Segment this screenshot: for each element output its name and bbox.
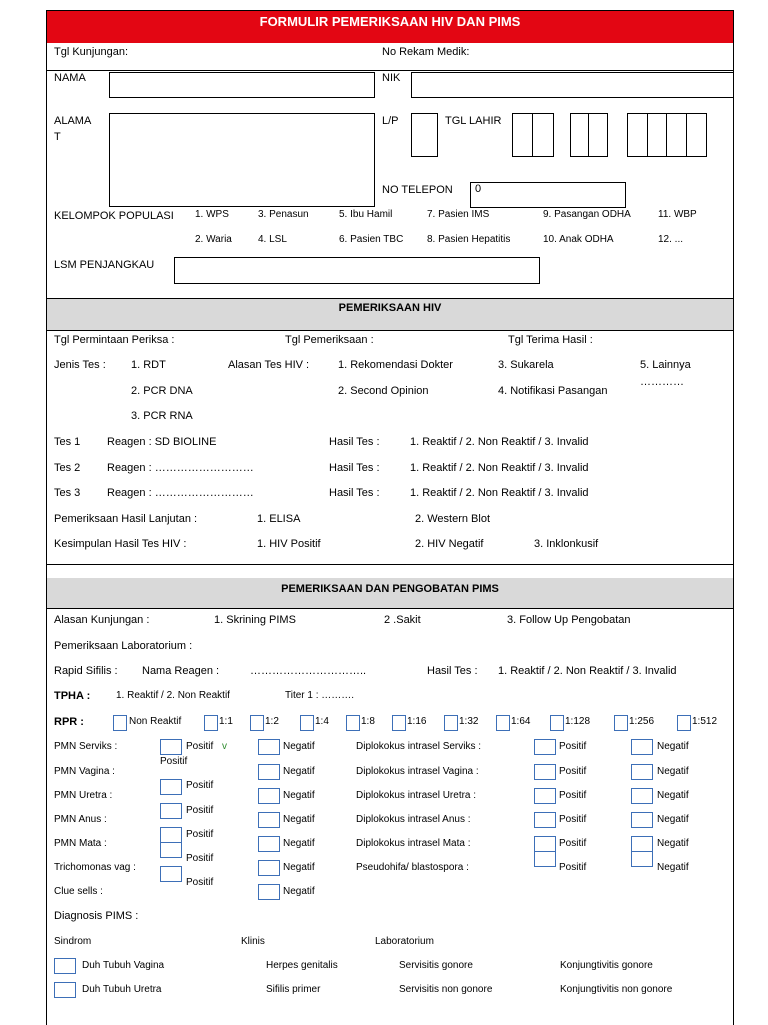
positif-checkbox[interactable] bbox=[160, 866, 182, 882]
lab-item: Konjungtivitis gonore bbox=[560, 960, 653, 971]
diplo-label: Diplokokus intrasel Mata : bbox=[356, 838, 471, 849]
divider bbox=[666, 113, 667, 157]
negatif-checkbox[interactable] bbox=[631, 851, 653, 867]
rpr-option: 1:1 bbox=[219, 716, 233, 727]
negatif-checkbox[interactable] bbox=[631, 739, 653, 755]
diplo-label: Diplokokus intrasel Vagina : bbox=[356, 766, 479, 777]
negatif-checkbox[interactable] bbox=[258, 836, 280, 852]
positif-checkbox[interactable] bbox=[534, 764, 556, 780]
titer-label: Titer 1 : ………. bbox=[285, 690, 355, 701]
tes-hasil-options: 1. Reaktif / 2. Non Reaktif / 3. Invalid bbox=[410, 462, 589, 474]
alamat-label: ALAMA bbox=[54, 115, 92, 127]
alasan-tes-option: 3. Sukarela bbox=[498, 359, 554, 371]
nik-label: NIK bbox=[382, 72, 401, 84]
negatif-checkbox[interactable] bbox=[631, 788, 653, 804]
nama-label: NAMA bbox=[54, 72, 86, 84]
nama-field[interactable] bbox=[109, 72, 375, 98]
tgl-pemeriksaan-label: Tgl Pemeriksaan : bbox=[285, 334, 374, 346]
divider bbox=[686, 113, 687, 157]
negatif-checkbox[interactable] bbox=[631, 836, 653, 852]
divider bbox=[46, 70, 734, 71]
lab-item: Servisitis gonore bbox=[399, 960, 473, 971]
lp-field[interactable] bbox=[411, 113, 438, 157]
diplo-label: Diplokokus intrasel Uretra : bbox=[356, 790, 477, 801]
sindrom-checkbox[interactable] bbox=[54, 958, 76, 974]
sindrom-item: Duh Tubuh Uretra bbox=[82, 984, 162, 995]
negatif-label: Negatif bbox=[657, 790, 689, 801]
positif-label: Positif bbox=[186, 780, 214, 791]
no-telepon-label: NO TELEPON bbox=[382, 184, 453, 196]
negatif-label: Negatif bbox=[283, 814, 315, 825]
no-telepon-value: 0 bbox=[475, 183, 482, 195]
diplo-label: Pseudohifa/ blastospora : bbox=[356, 862, 469, 873]
klinis-heading: Klinis bbox=[241, 936, 265, 947]
rpr-checkbox[interactable] bbox=[496, 715, 510, 731]
negatif-checkbox[interactable] bbox=[258, 812, 280, 828]
divider bbox=[46, 608, 734, 609]
kesimpulan-option: 3. Inklonkusif bbox=[534, 538, 599, 550]
tgl-lahir-day-field[interactable] bbox=[512, 113, 554, 157]
positif-label: Positif bbox=[186, 829, 214, 840]
negatif-label: Negatif bbox=[283, 862, 315, 873]
positif-label: Positif bbox=[186, 741, 214, 752]
tes-hasil-options: 1. Reaktif / 2. Non Reaktif / 3. Invalid bbox=[410, 436, 589, 448]
negatif-label: Negatif bbox=[283, 838, 315, 849]
rpr-option: 1:256 bbox=[629, 716, 655, 727]
divider bbox=[532, 113, 533, 157]
tes-name: Tes 3 bbox=[54, 487, 81, 499]
negatif-label: Negatif bbox=[657, 741, 689, 752]
positif-checkbox[interactable] bbox=[534, 812, 556, 828]
rpr-checkbox[interactable] bbox=[113, 715, 127, 731]
jenis-tes-option: 3. PCR RNA bbox=[131, 410, 193, 422]
alasan-kunjungan-option: 2 .Sakit bbox=[384, 614, 421, 626]
rpr-option: 1:4 bbox=[315, 716, 329, 727]
tgl-lahir-label: TGL LAHIR bbox=[445, 115, 502, 127]
negatif-label: Negatif bbox=[657, 766, 689, 777]
tes-reagen: Reagen : ……………………… bbox=[107, 487, 254, 499]
rpr-label: RPR : bbox=[54, 716, 84, 728]
negatif-checkbox[interactable] bbox=[258, 739, 280, 755]
rpr-checkbox[interactable] bbox=[550, 715, 564, 731]
positif-label: Positif bbox=[559, 862, 587, 873]
negatif-label: Negatif bbox=[657, 862, 689, 873]
positif-label: Positif bbox=[186, 877, 214, 888]
positif-checkbox[interactable] bbox=[160, 803, 182, 819]
klinis-item: Herpes genitalis bbox=[266, 960, 338, 971]
populasi-option: 12. ... bbox=[658, 234, 684, 245]
tpha-label: TPHA : bbox=[54, 690, 91, 702]
rpr-checkbox[interactable] bbox=[250, 715, 264, 731]
positif-label: Positif bbox=[160, 756, 188, 767]
populasi-option: 11. WBP bbox=[658, 209, 697, 220]
divider bbox=[647, 113, 648, 157]
alasan-tes-option: 2. Second Opinion bbox=[338, 385, 429, 397]
form-title: FORMULIR PEMERIKSAAN HIV DAN PIMS bbox=[47, 11, 733, 43]
alasan-tes-option: 1. Rekomendasi Dokter bbox=[338, 359, 453, 371]
jenis-tes-option: 2. PCR DNA bbox=[131, 385, 193, 397]
laboratorium-heading: Laboratorium bbox=[375, 936, 434, 947]
nik-field[interactable] bbox=[411, 72, 733, 98]
pims-section-header: PEMERIKSAAN DAN PENGOBATAN PIMS bbox=[47, 578, 733, 608]
pmn-label: Trichomonas vag : bbox=[54, 862, 136, 873]
negatif-label: Negatif bbox=[283, 886, 315, 897]
hasil-tes-label: Hasil Tes : bbox=[427, 665, 478, 677]
sindrom-item: Duh Tubuh Vagina bbox=[82, 960, 165, 971]
populasi-option: 5. Ibu Hamil bbox=[339, 209, 393, 220]
jenis-tes-option: 1. RDT bbox=[131, 359, 166, 371]
rpr-option: 1:512 bbox=[692, 716, 718, 727]
rpr-checkbox[interactable] bbox=[300, 715, 314, 731]
kesimpulan-option: 1. HIV Positif bbox=[257, 538, 321, 550]
alasan-tes-option: 4. Notifikasi Pasangan bbox=[498, 385, 608, 397]
lanjutan-label: Pemeriksaan Hasil Lanjutan : bbox=[54, 513, 198, 525]
positif-label: Positif bbox=[559, 741, 587, 752]
lanjutan-option: 2. Western Blot bbox=[415, 513, 490, 525]
tes-hasil-label: Hasil Tes : bbox=[329, 487, 380, 499]
rpr-option: 1:8 bbox=[361, 716, 375, 727]
positif-checkbox[interactable] bbox=[160, 739, 182, 755]
populasi-option: 9. Pasangan ODHA bbox=[543, 209, 631, 220]
divider bbox=[46, 564, 734, 565]
kelompok-populasi-label: KELOMPOK POPULASI bbox=[54, 210, 174, 222]
negatif-label: Negatif bbox=[283, 741, 315, 752]
kesimpulan-option: 2. HIV Negatif bbox=[415, 538, 484, 550]
tgl-lahir-year-field[interactable] bbox=[627, 113, 707, 157]
diplo-label: Diplokokus intrasel Anus : bbox=[356, 814, 471, 825]
pmn-label: Clue sells : bbox=[54, 886, 103, 897]
alasan-kunjungan-option: 3. Follow Up Pengobatan bbox=[507, 614, 631, 626]
negatif-checkbox[interactable] bbox=[258, 788, 280, 804]
divider bbox=[46, 330, 734, 331]
positif-checkbox[interactable] bbox=[160, 779, 182, 795]
populasi-option: 8. Pasien Hepatitis bbox=[427, 234, 511, 245]
alasan-kunjungan-label: Alasan Kunjungan : bbox=[54, 614, 150, 626]
rpr-checkbox[interactable] bbox=[346, 715, 360, 731]
alamat-label-2: T bbox=[54, 131, 61, 143]
negatif-label: Negatif bbox=[657, 838, 689, 849]
positif-label: Positif bbox=[559, 814, 587, 825]
hasil-tes-options: 1. Reaktif / 2. Non Reaktif / 3. Invalid bbox=[498, 665, 677, 677]
rpr-checkbox[interactable] bbox=[392, 715, 406, 731]
populasi-option: 7. Pasien IMS bbox=[427, 209, 490, 220]
rpr-option: Non Reaktif bbox=[129, 716, 182, 727]
positif-label: Positif bbox=[559, 790, 587, 801]
tgl-terima-label: Tgl Terima Hasil : bbox=[508, 334, 593, 346]
no-rekam-medik-label: No Rekam Medik: bbox=[382, 46, 470, 58]
rpr-option: 1:32 bbox=[459, 716, 479, 727]
jenis-tes-label: Jenis Tes : bbox=[54, 359, 106, 371]
negatif-label: Negatif bbox=[283, 790, 315, 801]
tes-hasil-label: Hasil Tes : bbox=[329, 436, 380, 448]
pmn-label: PMN Serviks : bbox=[54, 741, 118, 752]
alasan-tes-lainnya-blank: ………… bbox=[640, 376, 684, 388]
check-mark: v bbox=[222, 741, 227, 752]
positif-checkbox[interactable] bbox=[534, 739, 556, 755]
populasi-option: 2. Waria bbox=[195, 234, 232, 245]
positif-checkbox[interactable] bbox=[534, 788, 556, 804]
populasi-option: 1. WPS bbox=[195, 209, 229, 220]
positif-label: Positif bbox=[186, 805, 214, 816]
negatif-checkbox[interactable] bbox=[631, 812, 653, 828]
negatif-checkbox[interactable] bbox=[258, 860, 280, 876]
negatif-checkbox[interactable] bbox=[631, 764, 653, 780]
alasan-tes-option: 5. Lainnya bbox=[640, 359, 691, 371]
hiv-section-header: PEMERIKSAAN HIV bbox=[47, 299, 733, 330]
tes-name: Tes 2 bbox=[54, 462, 81, 474]
lab-label: Pemeriksaan Laboratorium : bbox=[54, 640, 193, 652]
rpr-checkbox[interactable] bbox=[444, 715, 458, 731]
sindrom-heading: Sindrom bbox=[54, 936, 92, 947]
lanjutan-option: 1. ELISA bbox=[257, 513, 301, 525]
positif-label: Positif bbox=[559, 766, 587, 777]
negatif-checkbox[interactable] bbox=[258, 884, 280, 900]
negatif-label: Negatif bbox=[657, 814, 689, 825]
pmn-label: PMN Uretra : bbox=[54, 790, 113, 801]
no-telepon-field[interactable] bbox=[470, 182, 626, 208]
positif-label: Positif bbox=[186, 853, 214, 864]
alamat-field[interactable] bbox=[109, 113, 375, 207]
pmn-label: PMN Anus : bbox=[54, 814, 107, 825]
tes-name: Tes 1 bbox=[54, 436, 81, 448]
tpha-options: 1. Reaktif / 2. Non Reaktif bbox=[116, 690, 230, 701]
tgl-kunjungan-label: Tgl Kunjungan: bbox=[54, 46, 128, 58]
lsm-field[interactable] bbox=[174, 257, 540, 284]
negatif-label: Negatif bbox=[283, 766, 315, 777]
rpr-option: 1:2 bbox=[265, 716, 279, 727]
positif-checkbox[interactable] bbox=[534, 851, 556, 867]
tes-reagen: Reagen : ……………………… bbox=[107, 462, 254, 474]
positif-checkbox[interactable] bbox=[160, 827, 182, 843]
nama-reagen-value: ………………………….. bbox=[250, 665, 367, 677]
kesimpulan-label: Kesimpulan Hasil Tes HIV : bbox=[54, 538, 187, 550]
positif-checkbox[interactable] bbox=[534, 836, 556, 852]
sindrom-checkbox[interactable] bbox=[54, 982, 76, 998]
tgl-lahir-month-field[interactable] bbox=[570, 113, 608, 157]
lab-item: Servisitis non gonore bbox=[399, 984, 493, 995]
nama-reagen-label: Nama Reagen : bbox=[142, 665, 220, 677]
tes-reagen: Reagen : SD BIOLINE bbox=[107, 436, 217, 448]
alasan-tes-label: Alasan Tes HIV : bbox=[228, 359, 310, 371]
lp-label: L/P bbox=[382, 115, 399, 127]
populasi-option: 10. Anak ODHA bbox=[543, 234, 614, 245]
diagnosis-label: Diagnosis PIMS : bbox=[54, 910, 139, 922]
lsm-label: LSM PENJANGKAU bbox=[54, 259, 155, 271]
lab-item: Konjungtivitis non gonore bbox=[560, 984, 673, 995]
klinis-item: Sifilis primer bbox=[266, 984, 321, 995]
populasi-option: 4. LSL bbox=[258, 234, 287, 245]
negatif-checkbox[interactable] bbox=[258, 764, 280, 780]
tes-hasil-options: 1. Reaktif / 2. Non Reaktif / 3. Invalid bbox=[410, 487, 589, 499]
alasan-kunjungan-option: 1. Skrining PIMS bbox=[214, 614, 296, 626]
diplo-label: Diplokokus intrasel Serviks : bbox=[356, 741, 482, 752]
rpr-checkbox[interactable] bbox=[204, 715, 218, 731]
divider bbox=[588, 113, 589, 157]
pmn-label: PMN Mata : bbox=[54, 838, 107, 849]
populasi-option: 3. Penasun bbox=[258, 209, 309, 220]
positif-label: Positif bbox=[559, 838, 587, 849]
rpr-option: 1:16 bbox=[407, 716, 427, 727]
pmn-label: PMN Vagina : bbox=[54, 766, 115, 777]
rapid-sifilis-label: Rapid Sifilis : bbox=[54, 665, 118, 677]
rpr-checkbox[interactable] bbox=[677, 715, 691, 731]
rpr-option: 1:128 bbox=[565, 716, 591, 727]
tes-hasil-label: Hasil Tes : bbox=[329, 462, 380, 474]
populasi-option: 6. Pasien TBC bbox=[339, 234, 404, 245]
positif-checkbox[interactable] bbox=[160, 842, 182, 858]
tgl-permintaan-label: Tgl Permintaan Periksa : bbox=[54, 334, 175, 346]
rpr-checkbox[interactable] bbox=[614, 715, 628, 731]
rpr-option: 1:64 bbox=[511, 716, 531, 727]
